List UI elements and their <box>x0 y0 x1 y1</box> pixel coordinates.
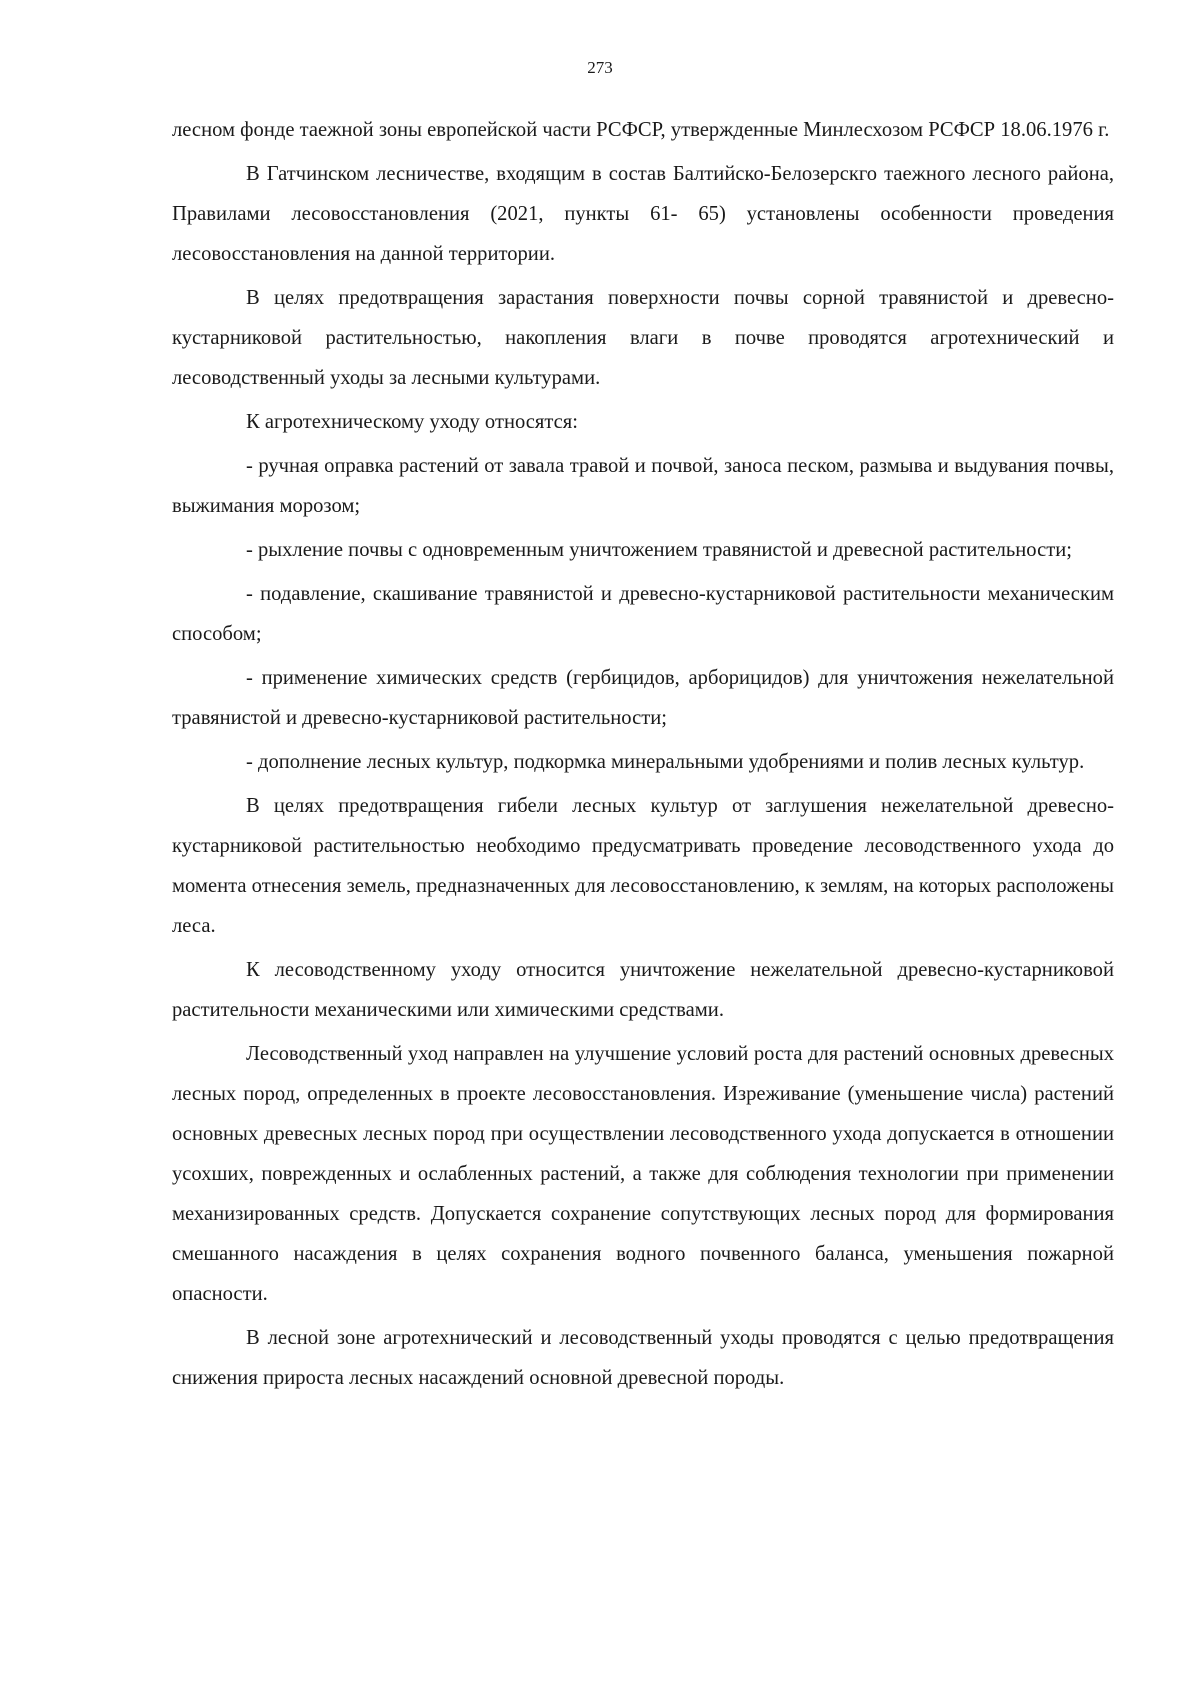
page-number: 273 <box>587 58 613 77</box>
paragraph: В целях предотвращения зарастания поверхности почвы сорной травянистой и древесно-кустарниковой растительностью, накопления влаги в почве проводятся агротехнический и лесоводственный уходы за лесными культурами. <box>172 287 1114 389</box>
list-item: - ручная оправка растений от завала травой и почвой, заноса песком, размыва и выдувания почвы, выжимания морозом; <box>172 455 1114 517</box>
paragraph: лесном фонде таежной зоны европейской части РСФСР, утвержденные Минлесхозом РСФСР 18.06.1976 г. <box>172 119 1110 141</box>
paragraph: К агротехническому уходу относятся: <box>246 411 578 433</box>
list-item: - применение химических средств (гербицидов, арборицидов) для уничтожения нежелательной травянистой и древесно-кустарниковой растительности; <box>172 667 1114 729</box>
paragraph: К лесоводственному уходу относится уничтожение нежелательной древесно-кустарниковой растительности механическими или химическими средствами. <box>172 959 1114 1021</box>
document-body <box>172 110 1114 1402</box>
paragraph: Лесоводственный уход направлен на улучшение условий роста для растений основных древесных лесных пород, определенных в проекте лесовосстановления. Изреживание (уменьшение числа) растений основных древесных лесных пород при осуществлении лесоводственного ухода допускается в отношении усохших, поврежденных и ослабленных растений, а также для соблюдения технологии при применении механизированных средств. Допускается сохранение сопутствующих лесных пород для формирования смешанного насаждения в целях сохранения водного почвенного баланса, уменьшения пожарной опасности. <box>172 1043 1114 1305</box>
paragraph: В лесной зоне агротехнический и лесоводственный уходы проводятся с целью предотвращения снижения прироста лесных насаждений основной древесной породы. <box>172 1327 1114 1389</box>
list-item: - рыхление почвы с одновременным уничтожением травянистой и древесной растительности; <box>246 539 1072 561</box>
list-item: - дополнение лесных культур, подкормка минеральными удобрениями и полив лесных культур. <box>246 751 1085 773</box>
paragraph: В Гатчинском лесничестве, входящим в состав Балтийско-Белозерскго таежного лесного района, Правилами лесовосстановления (2021, пункты 61- 65) установлены особенности проведения лесовосстановления на данной территории. <box>172 163 1114 265</box>
list-item: - подавление, скашивание травянистой и древесно-кустарниковой растительности механическим способом; <box>172 583 1114 645</box>
paragraph: В целях предотвращения гибели лесных культур от заглушения нежелательной древесно-кустарниковой растительностью необходимо предусматривать проведение лесоводственного ухода до момента отнесения земель, предназначенных для лесовосстановлению, к землям, на которых расположены леса. <box>172 795 1114 937</box>
